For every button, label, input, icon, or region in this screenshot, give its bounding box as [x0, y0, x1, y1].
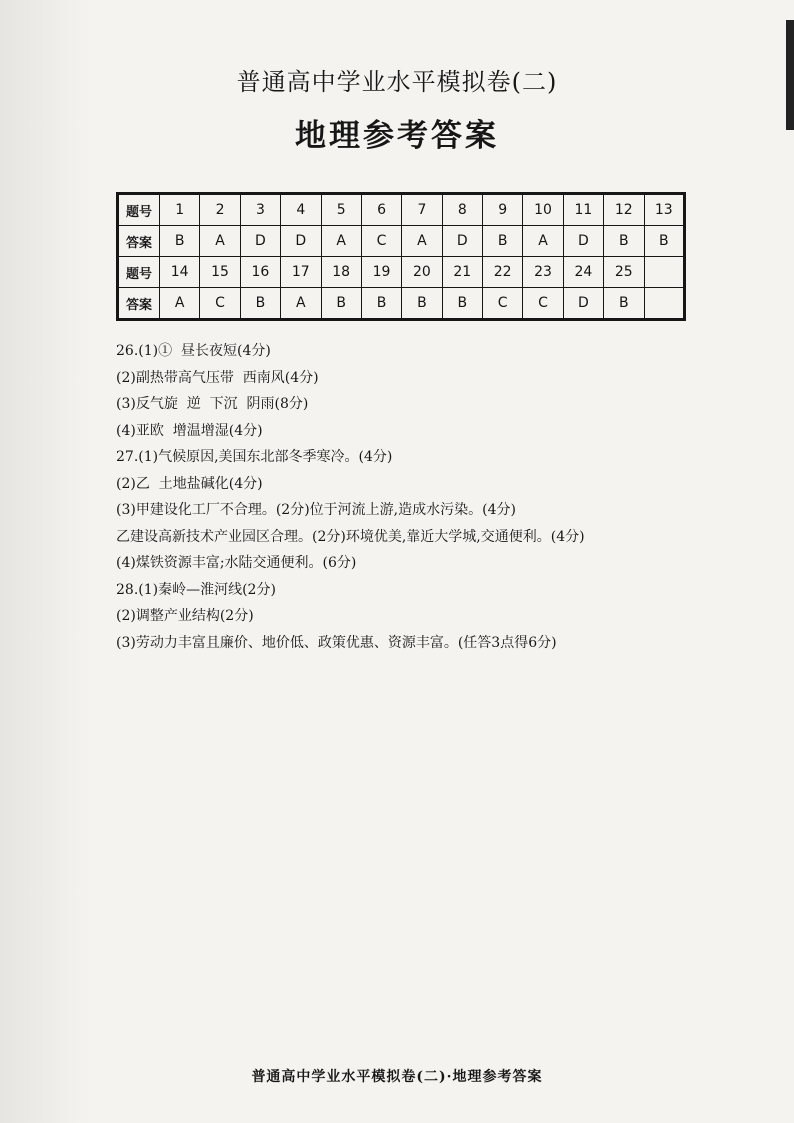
table-cell: 15 — [200, 257, 240, 288]
table-cell: B — [402, 288, 442, 320]
answer-line: 28.(1)秦岭—淮河线(2分) — [116, 581, 276, 598]
table-cell: A — [281, 288, 321, 320]
row-label: 题号 — [118, 257, 160, 288]
scan-shadow — [0, 0, 90, 1123]
table-row — [118, 226, 685, 257]
table-cell: 1 — [160, 194, 200, 226]
table-cell: C — [523, 288, 563, 320]
table-cell: D — [563, 288, 603, 320]
answer-line: (2)乙 土地盐碱化(4分) — [116, 475, 263, 492]
answer-line: (4)煤铁资源丰富;水陆交通便利。(6分) — [116, 555, 357, 571]
answer-line: (3)反气旋 逆 下沉 阴雨(8分) — [116, 396, 309, 412]
table-cell: 14 — [160, 257, 200, 288]
answer-line: (3)甲建设化工厂不合理。(2分)位于河流上游,造成水污染。(4分) — [116, 502, 516, 518]
table-cell: 22 — [483, 257, 523, 288]
table-cell: D — [563, 226, 603, 257]
table-row — [118, 288, 685, 320]
table-cell: 12 — [604, 194, 644, 226]
table-cell: 20 — [402, 257, 442, 288]
table-cell: 2 — [200, 194, 240, 226]
table-cell: 3 — [240, 194, 280, 226]
table-cell: 18 — [321, 257, 361, 288]
answer-line: (2)调整产业结构(2分) — [116, 608, 254, 624]
table-cell: 25 — [604, 257, 644, 288]
table-cell: C — [200, 288, 240, 320]
table-cell: D — [442, 226, 482, 257]
table-cell: 17 — [281, 257, 321, 288]
table-cell: 8 — [442, 194, 482, 226]
table-cell: D — [281, 226, 321, 257]
answer-line: (2)副热带高气压带 西南风(4分) — [116, 369, 319, 386]
answer-list — [116, 338, 716, 656]
table-cell: B — [321, 288, 361, 320]
table-cell: 24 — [563, 257, 603, 288]
table-row — [118, 257, 685, 288]
table-cell: 19 — [361, 257, 401, 288]
table-cell: 10 — [523, 194, 563, 226]
table-cell: A — [160, 288, 200, 320]
answer-line: (4)亚欧 增温增湿(4分) — [116, 422, 263, 439]
row-label: 答案 — [118, 226, 160, 257]
table-cell: 5 — [321, 194, 361, 226]
table-cell: B — [361, 288, 401, 320]
table-cell: 4 — [281, 194, 321, 226]
table-cell: 11 — [563, 194, 603, 226]
page-footer: 普通高中学业水平模拟卷(二)·地理参考答案 — [251, 1069, 543, 1085]
table-cell: B — [483, 226, 523, 257]
table-cell: 13 — [644, 194, 685, 226]
table-cell: B — [240, 288, 280, 320]
table-cell: B — [160, 226, 200, 257]
answer-line: 27.(1)气候原因,美国东北部冬季寒冷。(4分) — [116, 449, 393, 465]
table-cell: A — [523, 226, 563, 257]
table-cell: 7 — [402, 194, 442, 226]
table-cell: 21 — [442, 257, 482, 288]
table-cell: C — [361, 226, 401, 257]
answer-line: 乙建设高新技术产业园区合理。(2分)环境优美,靠近大学城,交通便利。(4分) — [116, 528, 585, 545]
row-label: 答案 — [118, 288, 160, 320]
table-cell: D — [240, 226, 280, 257]
table-cell: B — [442, 288, 482, 320]
table-cell: 6 — [361, 194, 401, 226]
table-cell: C — [483, 288, 523, 320]
table-cell: B — [644, 226, 685, 257]
answer-line: (3)劳动力丰富且廉价、地价低、政策优惠、资源丰富。(任答3点得6分) — [116, 634, 557, 651]
exam-subtitle: 普通高中学业水平模拟卷(二) — [236, 68, 558, 96]
row-label: 题号 — [118, 194, 160, 226]
table-cell: A — [200, 226, 240, 257]
table-cell: 23 — [523, 257, 563, 288]
answer-table — [116, 192, 686, 321]
table-cell: A — [402, 226, 442, 257]
table-cell — [644, 257, 685, 288]
table-cell: 9 — [483, 194, 523, 226]
table-cell: A — [321, 226, 361, 257]
answer-line: 26.(1)① 昼长夜短(4分) — [116, 343, 271, 359]
table-cell — [644, 288, 685, 320]
table-cell: B — [604, 226, 644, 257]
page-title: 地理参考答案 — [295, 118, 499, 154]
table-row — [118, 194, 685, 226]
table-cell: 16 — [240, 257, 280, 288]
table-cell: B — [604, 288, 644, 320]
